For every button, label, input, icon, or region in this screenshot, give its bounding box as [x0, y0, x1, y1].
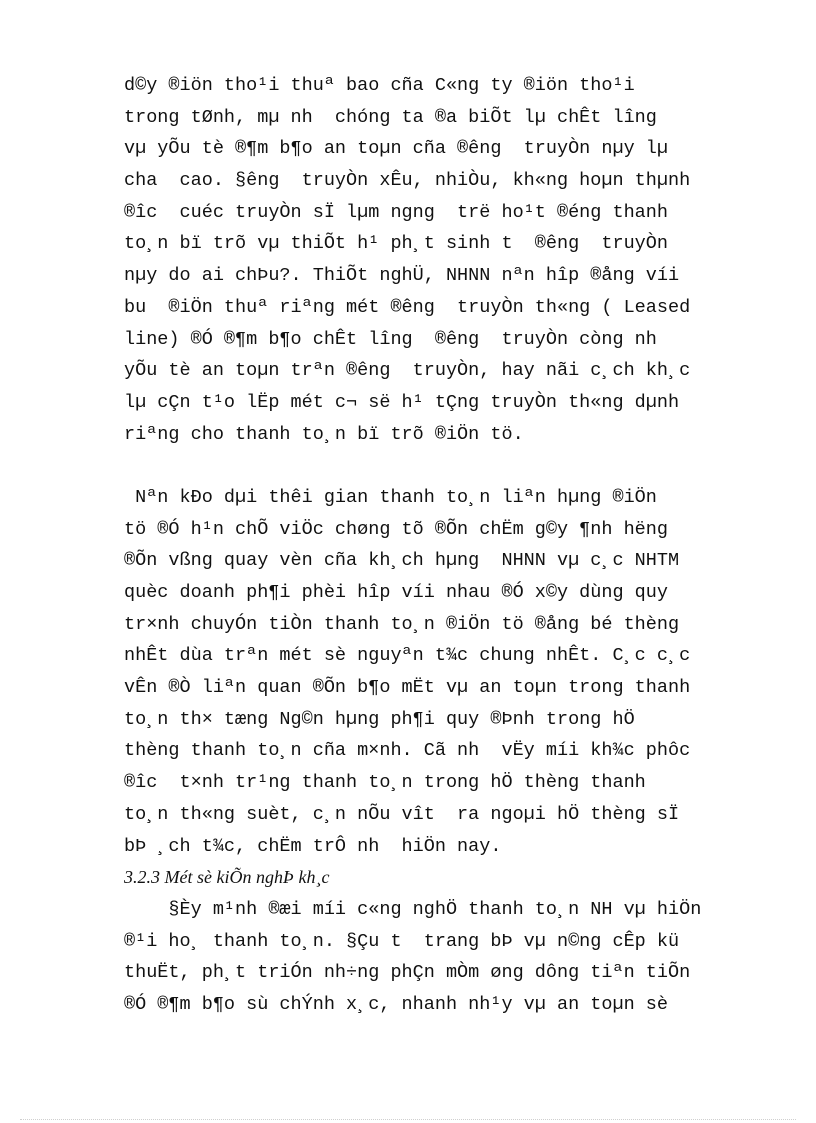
text-line: yÕu tè an toµn trªn ®êng truyÒn, hay nãi c¸ch kh¸c	[124, 360, 691, 382]
text-line: riªng cho thanh to¸n bï trõ ®iÖn tö.	[124, 423, 524, 445]
text-line: ®Õn vßng quay vèn cña kh¸ch hµng NHNN vµ c¸c NHTM	[124, 550, 680, 572]
body-text	[124, 70, 724, 1021]
text-line: §Èy m¹nh ®æi míi c«ng nghÖ thanh to¸n NH vµ hiÖn	[124, 898, 702, 920]
paragraph-interbank	[124, 482, 724, 862]
text-line: d©y ®iön tho¹i thuª bao cña C«ng ty ®iön tho¹i	[124, 75, 635, 96]
text-line: nµy do ai chÞu?. ThiÕt nghÜ, NHNN nªn hîp ®ång víi	[124, 265, 680, 287]
text-line: Nªn kÐo dµi thêi gian thanh to¸n liªn hµng ®iÖn	[124, 486, 657, 508]
text-line: to¸n bï trõ vµ thiÕt h¹ ph¸t sinh t ®êng truyÒn	[124, 233, 668, 255]
text-line: tö ®Ó h¹n chÕ viÖc chøng tõ ®Õn chËm g©y ¶nh hëng	[124, 518, 668, 540]
text-line: ®îc cuéc truyÒn sÏ lµm ngng trë ho¹t ®éng thanh	[124, 201, 668, 223]
text-line: to¸n th«ng suèt, c¸n nÕu vît ra ngoµi hÖ thèng sÏ	[124, 803, 680, 825]
text-line: nhÊt dùa trªn mét sè nguyªn t¾c chung nhÊt. C¸c c¸c	[124, 645, 691, 667]
text-line: quèc doanh ph¶i phèi hîp víi nhau ®Ó x©y dùng quy	[124, 582, 668, 603]
paragraph-other-recommendations	[124, 894, 724, 1021]
text-line: trong tØnh, mµ nh chóng ta ®a biÕt lµ chÊt lîng	[124, 106, 657, 128]
text-line: thuËt, ph¸t triÓn nh÷ng phÇn mÒm øng dông tiªn tiÕn	[124, 962, 691, 984]
section-heading: 3.2.3 Mét sè kiÕn nghÞ kh¸c	[124, 867, 330, 888]
paragraph-continuation	[124, 70, 724, 450]
text-line: cha cao. §êng truyÒn xÊu, nhiÒu, kh«ng hoµn thµnh	[124, 170, 691, 192]
text-line: lµ cÇn t¹o lËp mét c¬ së h¹ tÇng truyÒn th«ng dµnh	[124, 391, 680, 413]
text-line: vÊn ®Ò liªn quan ®Õn b¶o mËt vµ an toµn trong thanh	[124, 677, 691, 699]
text-line: vµ yÕu tè ®¶m b¶o an toµn cña ®êng truyÒn nµy lµ	[124, 138, 668, 160]
text-line: bu ®iÖn thuª riªng mét ®êng truyÒn th«ng ( Leased	[124, 296, 691, 318]
text-line: line) ®Ó ®¶m b¶o chÊt lîng ®êng truyÒn còng nh	[124, 328, 657, 350]
text-line: ®îc t×nh tr¹ng thanh to¸n trong hÖ thèng thanh	[124, 772, 646, 794]
bullet-heading	[124, 450, 724, 482]
text-line: ®Ó ®¶m b¶o sù chÝnh x¸c, nhanh nh¹y vµ an toµn sè	[124, 993, 668, 1015]
text-line: ®¹i ho¸ thanh to¸n. §Çu t trang bÞ vµ n©ng cÊp kü	[124, 930, 680, 952]
page-bottom-divider	[20, 1119, 796, 1120]
text-line: thèng thanh to¸n cña m×nh. Cã nh vËy míi kh¾c phôc	[124, 740, 691, 762]
text-line: bÞ ¸ch t¾c, chËm trÔ nh hiÖn nay.	[124, 835, 502, 857]
text-line: tr×nh chuyÓn tiÒn thanh to¸n ®iÖn tö ®ång bé thèng	[124, 613, 680, 635]
text-line: to¸n th× tæng Ng©n hµng ph¶i quy ®Þnh trong hÖ	[124, 708, 635, 730]
